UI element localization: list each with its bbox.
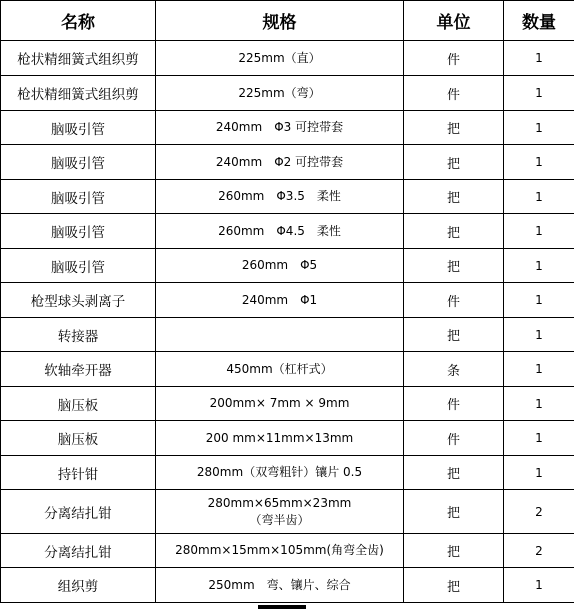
cell-name: 持针钳 <box>1 456 156 490</box>
cell-name: 脑吸引管 <box>1 249 156 283</box>
cell-qty: 1 <box>504 111 574 145</box>
cell-name: 脑压板 <box>1 387 156 421</box>
cell-spec: 200 mm×11mm×13mm <box>156 421 404 456</box>
cell-qty: 2 <box>504 490 574 534</box>
header-name: 名称 <box>1 1 156 41</box>
cell-spec: 260mm Φ4.5 柔性 <box>156 214 404 249</box>
cell-spec: 240mm Φ3 可控带套 <box>156 111 404 145</box>
cell-spec-line2: （弯半齿） <box>249 512 310 527</box>
cell-unit: 件 <box>404 76 504 111</box>
header-unit: 单位 <box>404 1 504 41</box>
cell-unit: 把 <box>404 490 504 534</box>
cell-name: 组织剪 <box>1 568 156 603</box>
table-row <box>1 180 574 214</box>
cell-spec: 240mm Φ2 可控带套 <box>156 145 404 180</box>
cell-name: 分离结扎钳 <box>1 534 156 568</box>
cell-unit: 把 <box>404 534 504 568</box>
table-row <box>1 490 574 534</box>
header-row <box>1 1 574 41</box>
cell-spec: 280mm（双弯粗针）镶片 0.5 <box>156 456 404 490</box>
cell-unit: 条 <box>404 352 504 387</box>
cell-spec <box>156 490 404 534</box>
cell-qty: 1 <box>504 421 574 456</box>
cell-spec: 250mm 弯、镶片、综合 <box>156 568 404 603</box>
cell-spec: 240mm Φ1 <box>156 283 404 318</box>
table-row <box>1 249 574 283</box>
table-row <box>1 421 574 456</box>
cell-unit: 把 <box>404 456 504 490</box>
cell-name: 脑吸引管 <box>1 214 156 249</box>
cell-unit: 把 <box>404 318 504 352</box>
cell-spec: 200mm× 7mm × 9mm <box>156 387 404 421</box>
cell-name: 脑吸引管 <box>1 180 156 214</box>
cell-unit: 把 <box>404 568 504 603</box>
cell-spec: 450mm（杠杆式） <box>156 352 404 387</box>
table-row <box>1 214 574 249</box>
table-row <box>1 111 574 145</box>
header-qty: 数量 <box>504 1 574 41</box>
cell-spec <box>156 318 404 352</box>
cell-spec: 260mm Φ3.5 柔性 <box>156 180 404 214</box>
header-spec: 规格 <box>156 1 404 41</box>
cell-name: 转接器 <box>1 318 156 352</box>
cell-unit: 件 <box>404 421 504 456</box>
cell-qty: 1 <box>504 41 574 76</box>
table-row <box>1 145 574 180</box>
cell-unit: 把 <box>404 145 504 180</box>
cell-name: 枪型球头剥离子 <box>1 283 156 318</box>
bottom-mark <box>258 605 306 609</box>
cell-qty: 1 <box>504 387 574 421</box>
cell-unit: 把 <box>404 249 504 283</box>
cell-unit: 把 <box>404 180 504 214</box>
cell-qty: 1 <box>504 214 574 249</box>
cell-qty: 1 <box>504 283 574 318</box>
cell-qty: 1 <box>504 249 574 283</box>
cell-qty: 2 <box>504 534 574 568</box>
cell-spec: 225mm（直） <box>156 41 404 76</box>
table-row <box>1 318 574 352</box>
table-row <box>1 534 574 568</box>
cell-unit: 件 <box>404 387 504 421</box>
table-row <box>1 387 574 421</box>
cell-spec: 260mm Φ5 <box>156 249 404 283</box>
cell-qty: 1 <box>504 352 574 387</box>
table-row <box>1 76 574 111</box>
table-row <box>1 41 574 76</box>
cell-spec: 225mm（弯） <box>156 76 404 111</box>
cell-qty: 1 <box>504 318 574 352</box>
cell-qty: 1 <box>504 76 574 111</box>
cell-unit: 件 <box>404 41 504 76</box>
cell-qty: 1 <box>504 456 574 490</box>
cell-qty: 1 <box>504 568 574 603</box>
table-row <box>1 456 574 490</box>
cell-name: 枪状精细簧式组织剪 <box>1 41 156 76</box>
cell-name: 脑吸引管 <box>1 111 156 145</box>
table-row <box>1 352 574 387</box>
cell-name: 枪状精细簧式组织剪 <box>1 76 156 111</box>
cell-name: 软轴牵开器 <box>1 352 156 387</box>
cell-name: 分离结扎钳 <box>1 490 156 534</box>
table-row <box>1 568 574 603</box>
cell-unit: 把 <box>404 214 504 249</box>
cell-name: 脑吸引管 <box>1 145 156 180</box>
cell-qty: 1 <box>504 145 574 180</box>
table-row <box>1 283 574 318</box>
cell-spec: 280mm×15mm×105mm(角弯全齿) <box>156 534 404 568</box>
cell-spec-line1: 280mm×65mm×23mm <box>207 495 352 510</box>
cell-unit: 把 <box>404 111 504 145</box>
cell-qty: 1 <box>504 180 574 214</box>
cell-name: 脑压板 <box>1 421 156 456</box>
cell-unit: 件 <box>404 283 504 318</box>
